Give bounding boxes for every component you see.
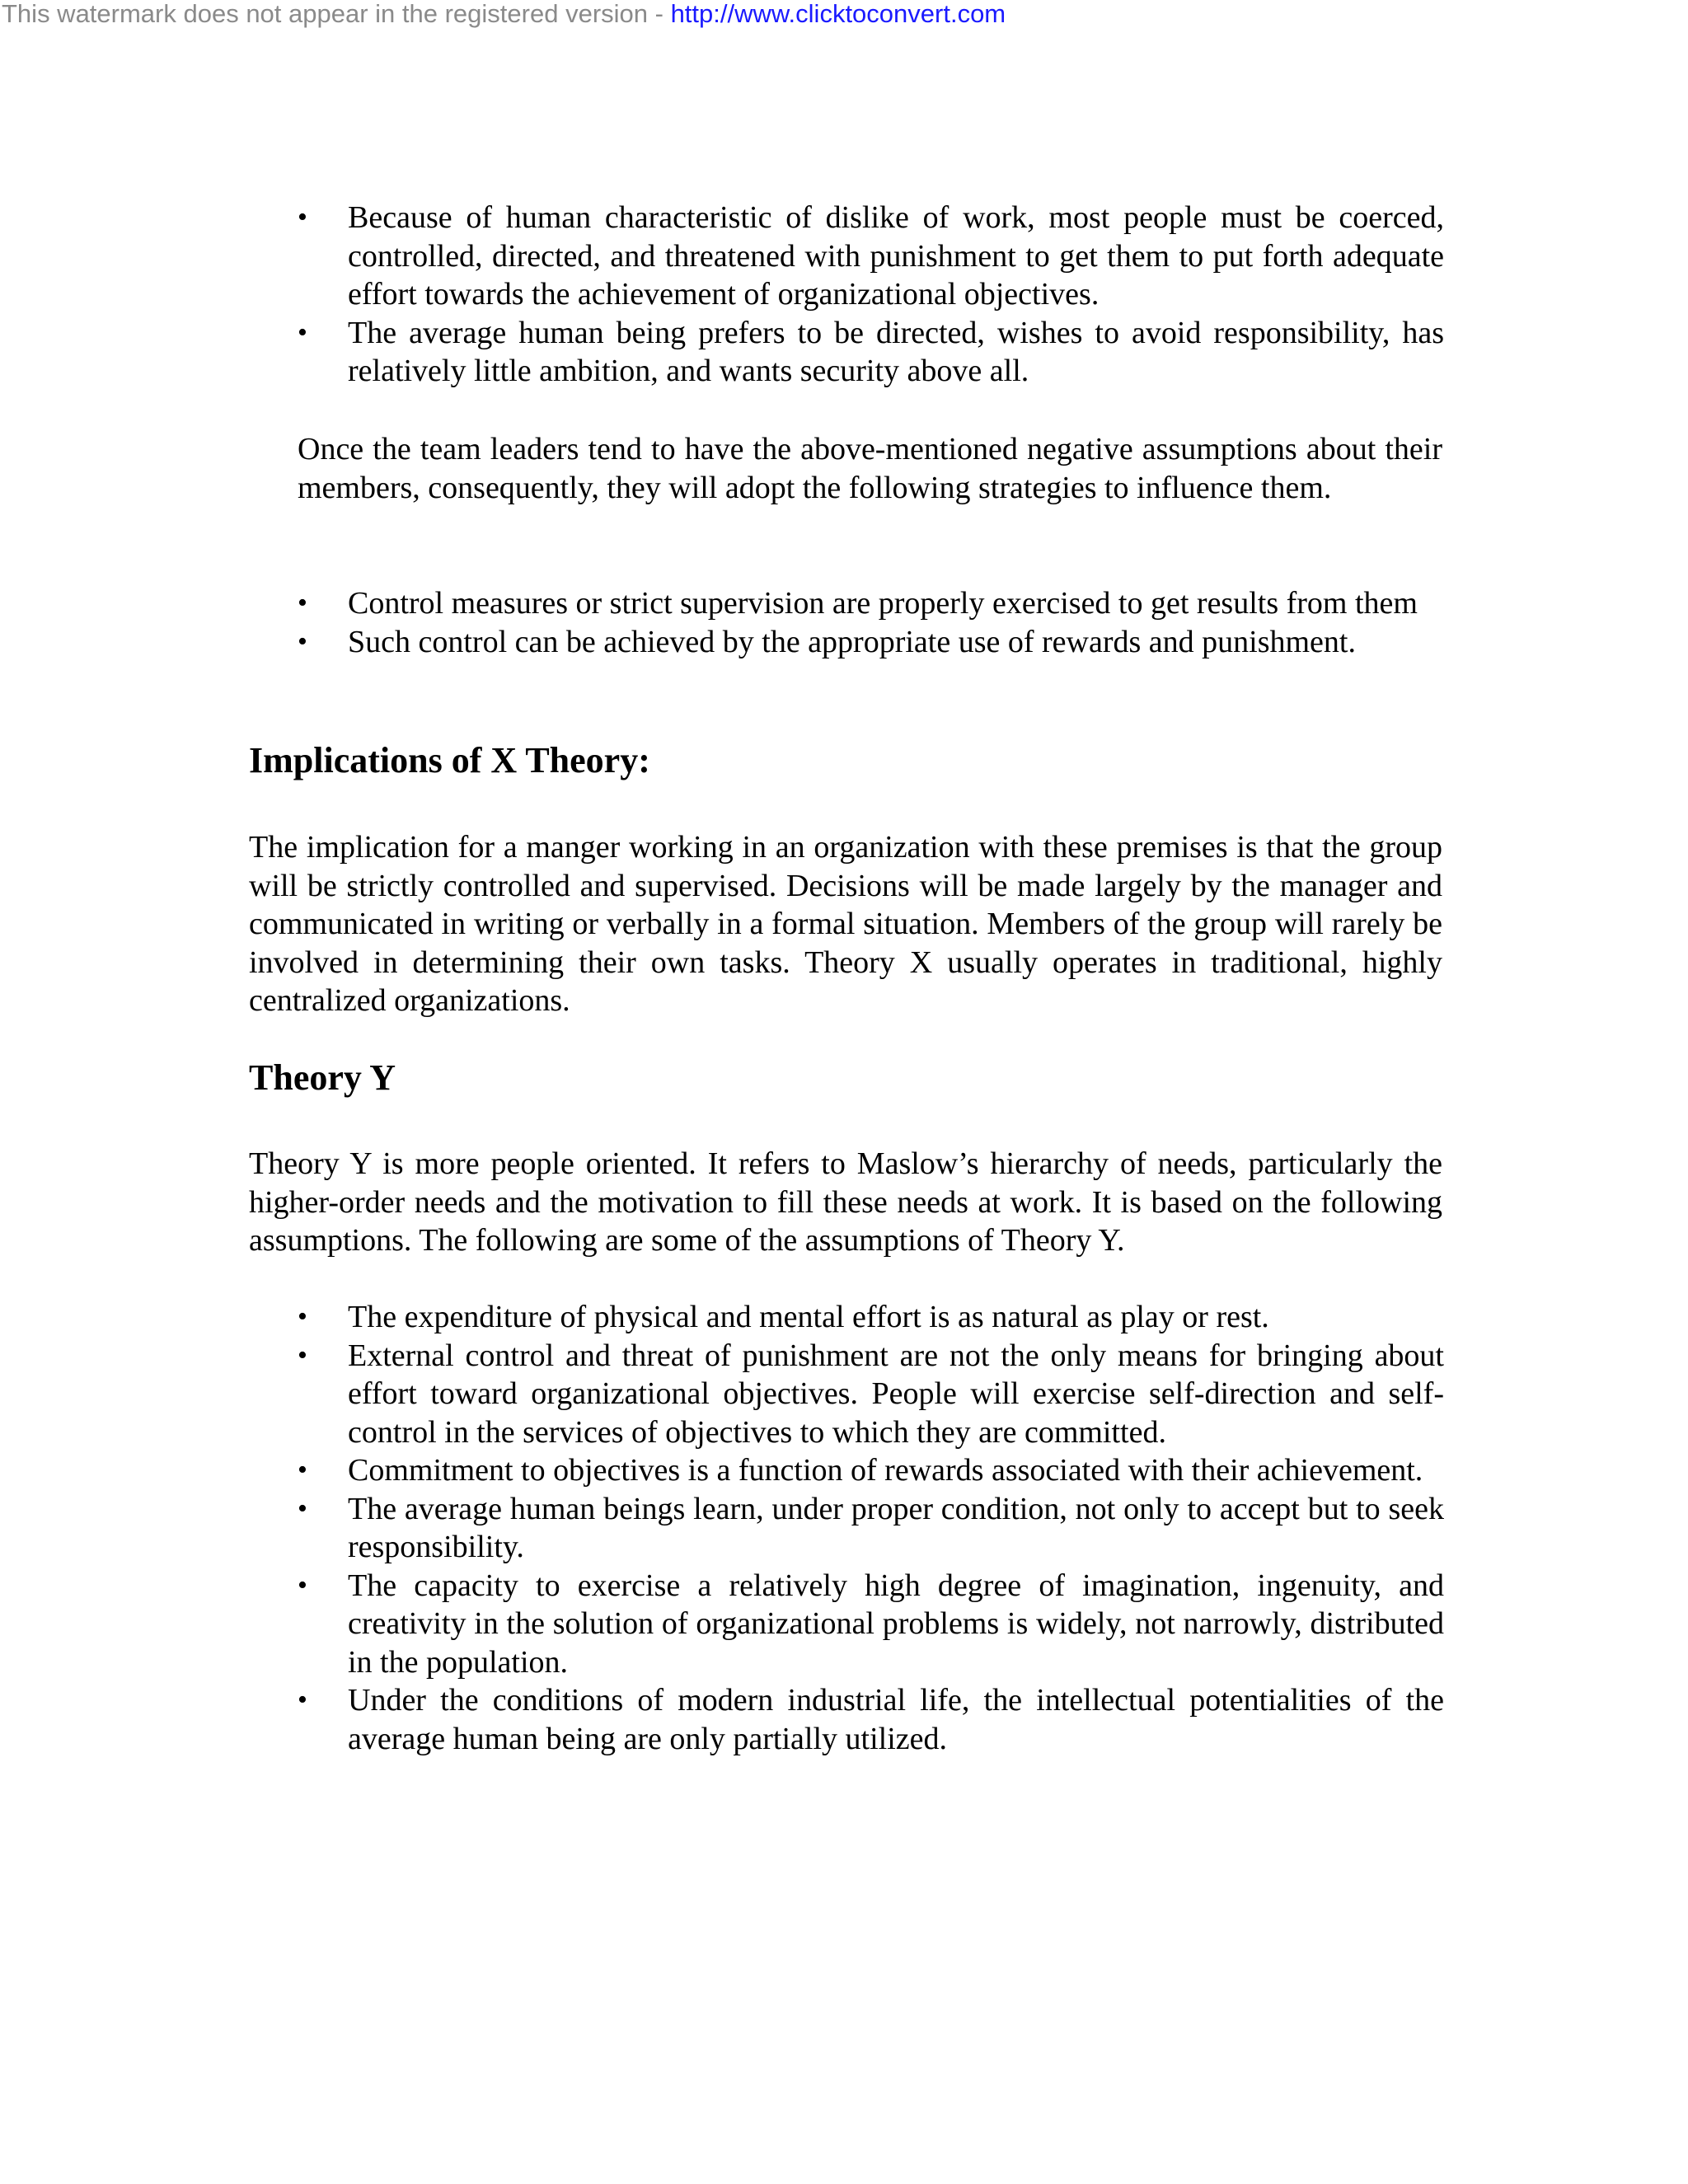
- bullet-icon: •: [298, 202, 307, 232]
- list-item: [297, 199, 1444, 314]
- paragraph-strategies: Once the team leaders tend to have the above-mentioned negative assumptions about their members, consequently, they will adopt the following strategies to influence them.: [298, 432, 1442, 505]
- list-item-text: Under the conditions of modern industrial life, the intellectual potentialities of the average human being are only partially utilized.: [348, 1683, 1444, 1756]
- list-item-text: Commitment to objectives is a function of rewards associated with their achievement.: [348, 1453, 1423, 1488]
- bullet-icon: •: [298, 1339, 307, 1371]
- watermark-text: This watermark does not appear in the registered version -: [2, 0, 671, 28]
- bullet-icon: •: [298, 1685, 307, 1715]
- bullet-icon: •: [298, 316, 307, 348]
- list-item-text: Such control can be achieved by the appropriate use of rewards and punishment.: [348, 624, 1356, 659]
- bullet-icon: •: [298, 626, 307, 657]
- paragraph-theory-y: Theory Y is more people oriented. It refers to Maslow’s hierarchy of needs, particularly the higher-order needs and the motivation to fill these needs at work. It is based on the following assumptions. The following are some of the assumptions of Theory Y.: [249, 1146, 1442, 1258]
- list-item-text: Because of human characteristic of dislike of work, most people must be coerced, controlled, directed, and threatened with punishment to get them to put forth adequate effort towards the achievement of organizational objectives.: [348, 200, 1444, 312]
- list-item-text: The average human beings learn, under proper condition, not only to accept but to seek responsibility.: [348, 1491, 1444, 1564]
- paragraph-implications: The implication for a manger working in an organization with these premises is that the group will be strictly controlled and supervised. Decisions will be made largely by the manager and communicated in writing or verbally in a formal situation. Members of the group will rarely be involved in determining their own tasks. Theory X usually operates in traditional, highly centralized organizations.: [249, 830, 1442, 1018]
- list-item: [297, 623, 1444, 662]
- list-item-text: The expenditure of physical and mental effort is as natural as play or rest.: [348, 1300, 1269, 1334]
- list-item-text: The capacity to exercise a relatively high degree of imagination, ingenuity, and creativity in the solution of organizational problems is widely, not narrowly, distributed in the population.: [348, 1568, 1444, 1680]
- bullet-icon: •: [298, 588, 307, 618]
- list-item-text: The average human being prefers to be directed, wishes to avoid responsibility, has relatively little ambition, and wants security above all.: [348, 315, 1444, 388]
- bullet-icon: •: [298, 1455, 307, 1485]
- list-item: [297, 1337, 1444, 1452]
- list-item: [297, 584, 1444, 623]
- list-item: [297, 1567, 1444, 1682]
- bullet-icon: •: [298, 1569, 307, 1601]
- list-item-text: External control and threat of punishment are not the only means for bringing about effort toward organizational objectives. People will exercise self-direction and self-control in the services of objectives to which they are committed.: [348, 1338, 1444, 1450]
- heading-theory-y: Theory Y: [249, 1057, 396, 1098]
- heading-implications: Implications of X Theory:: [249, 740, 650, 780]
- list-item: [297, 314, 1444, 391]
- list-item-text: Control measures or strict supervision are properly exercised to get results from them: [348, 586, 1418, 621]
- bullet-list-strategies: [297, 584, 1444, 661]
- bullet-list-y-assumptions: [297, 1298, 1444, 1758]
- list-item: [297, 1451, 1444, 1490]
- list-item: [297, 1681, 1444, 1758]
- bullet-icon: •: [298, 1301, 307, 1332]
- bullet-list-x-assumptions: [297, 199, 1444, 391]
- list-item: [297, 1490, 1444, 1567]
- bullet-icon: •: [298, 1493, 307, 1524]
- watermark-link[interactable]: http://www.clicktoconvert.com: [670, 0, 1006, 28]
- list-item: [297, 1298, 1444, 1337]
